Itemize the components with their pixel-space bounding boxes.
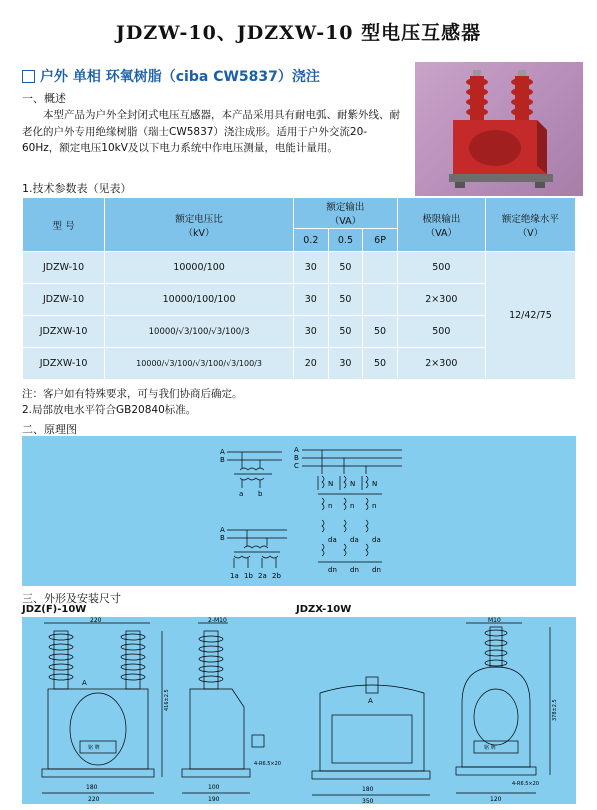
- overview-paragraph: 本型产品为户外全封闭式电压互感器，本产品采用具有耐电弧、耐紫外线、耐老化的户外专用绝缘树脂（瑞士CW5837）浇注成形。适用于户外交流20-60Hz，额定电压10kV及以下电力系统中作电压测量，电能计量用。: [22, 109, 400, 154]
- cell-c2: 50: [328, 252, 363, 284]
- dim-190: 190: [208, 796, 220, 803]
- label-A: A: [220, 448, 225, 456]
- terminal-a-right: A: [368, 697, 373, 705]
- section-dimensions: 三、外形及安装尺寸: [22, 592, 121, 605]
- section-overview: 一、概述: [22, 92, 66, 105]
- cell-limit: 2×300: [397, 284, 485, 316]
- wiring-schematic: [22, 436, 576, 586]
- subtitle: [22, 66, 320, 86]
- table-row: [23, 252, 576, 284]
- cell-c1: 20: [293, 348, 328, 380]
- checkbox-square-icon: [22, 70, 35, 83]
- cell-ratio: 10000/100/100: [105, 284, 294, 316]
- dim-100-a: 100: [208, 784, 220, 791]
- cell-c3: 50: [363, 316, 398, 348]
- header-limit: 极限输出 （VA）: [397, 198, 485, 252]
- label-n1: n: [328, 502, 333, 510]
- dim-180-b: 180: [362, 786, 374, 793]
- dim-416: 416±2.5: [164, 689, 170, 711]
- cell-model: JDZXW-10: [23, 316, 105, 348]
- header-class-0-2: 0.2: [293, 229, 328, 252]
- cell-c2: 50: [328, 316, 363, 348]
- dim-hole-right: 4-R6.5×20: [512, 781, 539, 787]
- header-insulation: 额定绝缘水平 （V）: [485, 198, 575, 252]
- label-C3: C: [294, 462, 299, 470]
- cell-limit: 500: [397, 252, 485, 284]
- terminal-a-left: A: [82, 679, 87, 687]
- label-N2: N: [350, 480, 356, 488]
- cell-insulation: 12/42/75: [485, 252, 575, 380]
- label-1b: 1b: [244, 572, 253, 580]
- drawing-label-left: JDZ(F)-10W: [22, 604, 87, 615]
- dim-180-a: 180: [86, 784, 98, 791]
- cell-c3: [363, 284, 398, 316]
- cell-limit: 500: [397, 316, 485, 348]
- label-da2: da: [350, 536, 359, 544]
- nameplate-left: 铭 牌: [88, 745, 100, 751]
- dimension-drawings: [22, 617, 576, 804]
- dim-m10: 2-M10: [208, 617, 227, 624]
- notes: [22, 386, 243, 418]
- drawing-label-right: JDZX-10W: [296, 604, 352, 615]
- header-class-0-5: 0.5: [328, 229, 363, 252]
- header-output: 额定输出 （VA）: [293, 198, 397, 229]
- subtitle-text: 户外 单相 环氧树脂（ciba CW5837）浇注: [40, 69, 320, 85]
- dim-hole-left: 4-R6.5×20: [254, 761, 281, 767]
- label-N1: N: [328, 480, 334, 488]
- table-caption: 1.技术参数表（见表）: [22, 182, 132, 195]
- dim-220-b: 220: [88, 796, 100, 803]
- label-b: b: [258, 490, 263, 498]
- cell-model: JDZW-10: [23, 284, 105, 316]
- circuit-diagram: [22, 436, 576, 586]
- cell-c2: 50: [328, 284, 363, 316]
- cell-ratio: 10000/100: [105, 252, 294, 284]
- spec-table: [22, 197, 576, 380]
- cell-c1: 30: [293, 284, 328, 316]
- label-2a: 2a: [258, 572, 267, 580]
- label-dn3: dn: [372, 566, 381, 574]
- header-model: 型 号: [23, 198, 105, 252]
- dim-m10b: M10: [488, 617, 501, 624]
- outline-drawings: [22, 617, 576, 804]
- nameplate-right: 铭 牌: [484, 745, 496, 751]
- dim-220-a: 220: [90, 617, 102, 624]
- label-B2: B: [220, 534, 225, 542]
- label-1a: 1a: [230, 572, 239, 580]
- label-2b: 2b: [272, 572, 281, 580]
- cell-ratio: 10000/√3/100/√3/100/3: [105, 316, 294, 348]
- label-da1: da: [328, 536, 337, 544]
- cell-c2: 30: [328, 348, 363, 380]
- label-da3: da: [372, 536, 381, 544]
- cell-c1: 30: [293, 316, 328, 348]
- product-photo: [415, 62, 583, 196]
- label-A2: A: [220, 526, 225, 534]
- label-N3: N: [372, 480, 378, 488]
- label-A3: A: [294, 446, 299, 454]
- header-class-6p: 6P: [363, 229, 398, 252]
- cell-c1: 30: [293, 252, 328, 284]
- header-ratio: 额定电压比 （kV）: [105, 198, 294, 252]
- dim-350: 350: [362, 798, 374, 804]
- note-line: 2.局部放电水平符合GB20840标准。: [22, 404, 197, 416]
- note-line: 注：客户如有特殊要求，可与我们协商后确定。: [22, 388, 243, 400]
- cell-c3: [363, 252, 398, 284]
- cell-ratio: 10000/√3/100/√3/100/√3/100/3: [105, 348, 294, 380]
- cell-limit: 2×300: [397, 348, 485, 380]
- label-B3: B: [294, 454, 299, 462]
- cell-model: JDZXW-10: [23, 348, 105, 380]
- dim-120: 120: [490, 796, 502, 803]
- section-principle: 二、原理图: [22, 423, 77, 436]
- label-n2: n: [350, 502, 355, 510]
- label-a: a: [239, 490, 244, 498]
- label-n3: n: [372, 502, 377, 510]
- transformer-image: [415, 62, 583, 196]
- dim-378: 378±2.5: [552, 699, 558, 721]
- page-title: JDZW-10、JDZXW-10 型电压互感器: [115, 22, 482, 44]
- label-B: B: [220, 456, 225, 464]
- cell-c3: 50: [363, 348, 398, 380]
- label-dn2: dn: [350, 566, 359, 574]
- cell-model: JDZW-10: [23, 252, 105, 284]
- label-dn1: dn: [328, 566, 337, 574]
